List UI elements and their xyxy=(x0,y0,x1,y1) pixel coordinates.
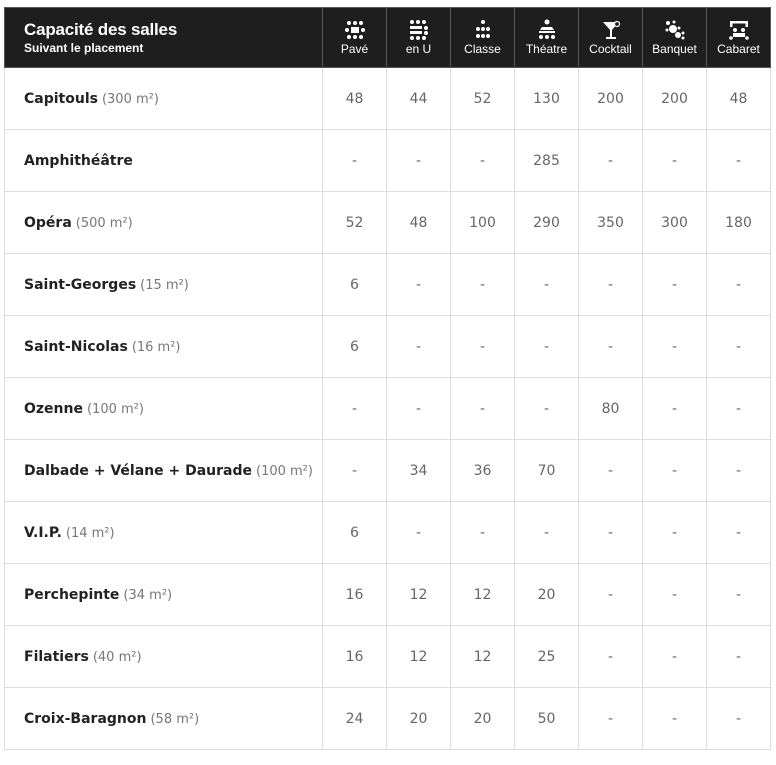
capacity-value: 130 xyxy=(515,68,579,130)
table-row xyxy=(5,254,771,316)
room-name-cell xyxy=(5,130,323,192)
capacity-value: - xyxy=(387,502,451,564)
room-name: Capitouls xyxy=(24,90,98,107)
capacity-value: 290 xyxy=(515,192,579,254)
column-header-banquet xyxy=(643,8,707,68)
room-name: Opéra xyxy=(24,214,72,231)
column-label: Cocktail xyxy=(589,42,632,56)
capacity-value: - xyxy=(451,130,515,192)
capacity-value: 350 xyxy=(579,192,643,254)
table-row xyxy=(5,192,771,254)
room-area: (100 m²) xyxy=(256,463,313,479)
capacity-value: 285 xyxy=(515,130,579,192)
table-row xyxy=(5,626,771,688)
room-name: Dalbade + Vélane + Daurade xyxy=(24,462,252,479)
table-title-cell xyxy=(5,8,323,68)
capacity-value: - xyxy=(323,130,387,192)
capacity-value: - xyxy=(643,564,707,626)
capacity-value: - xyxy=(579,316,643,378)
capacity-value: 12 xyxy=(451,626,515,688)
capacity-value: 20 xyxy=(387,688,451,750)
theatre-icon xyxy=(536,19,558,41)
capacity-value: 52 xyxy=(323,192,387,254)
capacity-value: - xyxy=(707,254,771,316)
capacity-value: - xyxy=(643,502,707,564)
capacity-value: - xyxy=(643,378,707,440)
capacity-value: - xyxy=(643,316,707,378)
room-area: (14 m²) xyxy=(65,525,115,541)
capacity-value: - xyxy=(643,254,707,316)
capacity-value: - xyxy=(643,130,707,192)
capacity-value: 300 xyxy=(643,192,707,254)
column-header-theatre xyxy=(515,8,579,68)
capacity-value: - xyxy=(323,378,387,440)
capacity-value: - xyxy=(707,564,771,626)
capacity-value: - xyxy=(707,378,771,440)
room-area: (58 m²) xyxy=(150,711,200,727)
room-name: Saint-Nicolas xyxy=(24,338,128,355)
capacity-value: - xyxy=(579,626,643,688)
column-label: Classe xyxy=(464,42,501,56)
table-row xyxy=(5,68,771,130)
capacity-value: - xyxy=(579,688,643,750)
table-subtitle: Suivant le placement xyxy=(24,40,144,55)
capacity-value: 200 xyxy=(579,68,643,130)
table-title: Capacité des salles xyxy=(24,19,178,39)
capacity-value: 20 xyxy=(451,688,515,750)
room-name-cell xyxy=(5,502,323,564)
column-header-cabaret xyxy=(707,8,771,68)
table-row xyxy=(5,502,771,564)
capacity-value: 48 xyxy=(387,192,451,254)
table-row xyxy=(5,130,771,192)
capacity-value: - xyxy=(323,440,387,502)
capacity-value: - xyxy=(707,626,771,688)
capacity-table-container xyxy=(4,7,771,750)
capacity-value: - xyxy=(643,440,707,502)
capacity-value: - xyxy=(515,502,579,564)
banquet-icon xyxy=(664,19,686,41)
capacity-value: - xyxy=(515,316,579,378)
room-name: Filatiers xyxy=(24,648,89,665)
capacity-value: 6 xyxy=(323,316,387,378)
capacity-value: 25 xyxy=(515,626,579,688)
column-header-cocktail xyxy=(579,8,643,68)
room-area: (500 m²) xyxy=(75,215,133,231)
table-row xyxy=(5,688,771,750)
capacity-value: 52 xyxy=(451,68,515,130)
column-label: Cabaret xyxy=(717,42,760,56)
room-name: Saint-Georges xyxy=(24,276,137,293)
capacity-value: 44 xyxy=(387,68,451,130)
capacity-value: - xyxy=(643,688,707,750)
room-name: Croix-Baragnon xyxy=(24,710,147,727)
classroom-icon xyxy=(472,19,494,41)
room-name-cell xyxy=(5,378,323,440)
room-name-cell xyxy=(5,626,323,688)
capacity-value: - xyxy=(707,130,771,192)
capacity-value: - xyxy=(707,316,771,378)
column-label: en U xyxy=(405,42,432,56)
capacity-value: 20 xyxy=(515,564,579,626)
column-label: Banquet xyxy=(652,42,697,56)
room-area: (100 m²) xyxy=(86,401,144,417)
capacity-value: - xyxy=(451,502,515,564)
capacity-value: 12 xyxy=(387,626,451,688)
capacity-value: - xyxy=(579,130,643,192)
room-area: (300 m²) xyxy=(101,91,159,107)
cocktail-icon xyxy=(600,19,622,41)
table-row xyxy=(5,378,771,440)
pave-icon xyxy=(344,19,366,41)
capacity-value: - xyxy=(451,254,515,316)
capacity-value: - xyxy=(707,440,771,502)
table-row xyxy=(5,440,771,502)
capacity-value: 34 xyxy=(387,440,451,502)
capacity-value: 70 xyxy=(515,440,579,502)
capacity-value: - xyxy=(707,688,771,750)
capacity-value: 6 xyxy=(323,502,387,564)
capacity-value: 16 xyxy=(323,564,387,626)
capacity-value: - xyxy=(387,130,451,192)
capacity-value: - xyxy=(579,440,643,502)
u-shape-icon xyxy=(408,19,430,41)
capacity-value: 16 xyxy=(323,626,387,688)
table-body xyxy=(5,68,771,750)
column-label: Théatre xyxy=(525,42,568,56)
capacity-table xyxy=(4,7,771,750)
room-name: Perchepinte xyxy=(24,586,120,603)
column-header-pave xyxy=(323,8,387,68)
capacity-value: 48 xyxy=(707,68,771,130)
capacity-value: - xyxy=(579,502,643,564)
capacity-value: 50 xyxy=(515,688,579,750)
cabaret-icon xyxy=(728,19,750,41)
room-name-cell xyxy=(5,192,323,254)
room-name: Amphithéâtre xyxy=(24,152,133,169)
room-name-cell xyxy=(5,254,323,316)
capacity-value: - xyxy=(387,254,451,316)
room-area: (15 m²) xyxy=(140,277,189,293)
table-row xyxy=(5,564,771,626)
room-name: Ozenne xyxy=(24,400,83,417)
room-name-cell xyxy=(5,440,323,502)
room-area: (16 m²) xyxy=(131,339,181,355)
capacity-value: 200 xyxy=(643,68,707,130)
room-area: (34 m²) xyxy=(123,587,173,603)
room-name-cell xyxy=(5,688,323,750)
column-header-classe xyxy=(451,8,515,68)
column-label: Pavé xyxy=(340,42,369,56)
table-header-row xyxy=(5,8,771,68)
capacity-value: - xyxy=(387,378,451,440)
column-header-en-u xyxy=(387,8,451,68)
capacity-value: 12 xyxy=(451,564,515,626)
capacity-value: 180 xyxy=(707,192,771,254)
capacity-value: - xyxy=(707,502,771,564)
capacity-value: - xyxy=(579,564,643,626)
room-name-cell xyxy=(5,564,323,626)
capacity-value: - xyxy=(387,316,451,378)
capacity-value: - xyxy=(451,378,515,440)
capacity-value: - xyxy=(515,254,579,316)
room-name-cell xyxy=(5,68,323,130)
capacity-value: 100 xyxy=(451,192,515,254)
room-name: V.I.P. xyxy=(24,524,62,541)
capacity-value: 12 xyxy=(387,564,451,626)
room-area: (40 m²) xyxy=(92,649,142,665)
capacity-value: 36 xyxy=(451,440,515,502)
capacity-value: - xyxy=(579,254,643,316)
room-name-cell xyxy=(5,316,323,378)
table-row xyxy=(5,316,771,378)
capacity-value: - xyxy=(515,378,579,440)
capacity-value: 80 xyxy=(579,378,643,440)
capacity-value: - xyxy=(643,626,707,688)
capacity-value: 24 xyxy=(323,688,387,750)
capacity-value: 6 xyxy=(323,254,387,316)
capacity-value: 48 xyxy=(323,68,387,130)
capacity-value: - xyxy=(451,316,515,378)
